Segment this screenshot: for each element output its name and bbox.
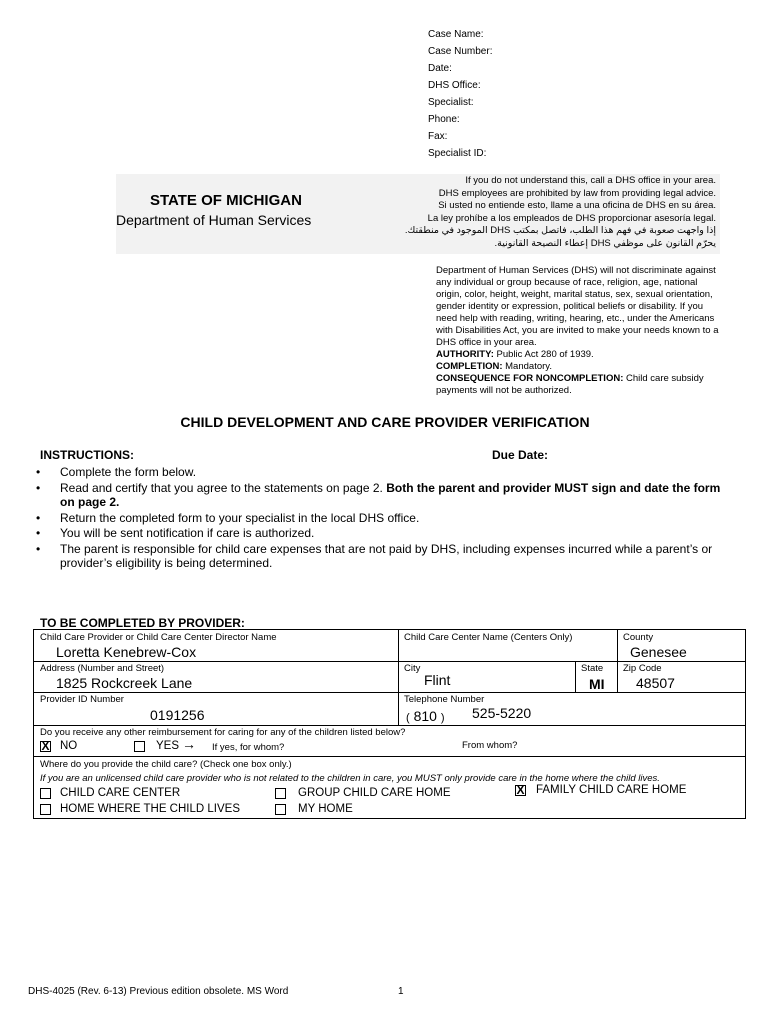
date-label: Date: (428, 63, 452, 74)
col-divider (617, 630, 618, 661)
family-check-mark: X (516, 783, 525, 797)
language-notice (360, 175, 716, 250)
instruction-item: • Complete the form below. (36, 465, 736, 480)
instructions-list (36, 465, 736, 572)
consequence-label: CONSEQUENCE FOR NONCOMPLETION: (436, 373, 624, 384)
child-care-center-checkbox[interactable] (40, 788, 51, 799)
nondiscrimination-text: Department of Human Services (DHS) will not discriminate against any individual or group because of race, religion, age, national origin, color, height, weight, marital status, sex, sexual orientation, gender identity or expression, political beliefs or disability. If you need help with reading, writing, hearing, etc., under the Americans with Disabilities Act, you are invited to make your needs known to a DHS office in your area. (436, 265, 719, 348)
my-home-checkbox[interactable] (275, 804, 286, 815)
specialist-id-label: Specialist ID: (428, 148, 487, 159)
city-label: City (404, 663, 421, 674)
consequence-line (436, 373, 722, 397)
provider-id-label: Provider ID Number (40, 694, 124, 705)
authority-label: AUTHORITY: (436, 349, 494, 360)
instructions-heading: INSTRUCTIONS: (40, 448, 134, 462)
instruction-item2-bold: Both the parent and provider MUST sign and date the form on page 2. (60, 480, 721, 509)
provider-id-field[interactable]: 0191256 (150, 707, 205, 723)
instruction-item: • Return the completed form to your specialist in the local DHS office. (36, 511, 736, 526)
language-notice-ar1: إذا واجهت صعوبة في فهم هذا الطلب، فاتصل بمكتب DHS الموجود في منطقتك. (404, 225, 716, 236)
unlicensed-note: If you are an unlicensed child care provider who is not related to the children in care, you MUST only provide care in the home where the child lives. (40, 773, 660, 784)
provider-name-label: Child Care Provider or Child Care Center Director Name (40, 632, 277, 643)
from-whom-label: From whom? (462, 740, 518, 751)
address-field[interactable]: 1825 Rockcreek Lane (56, 675, 193, 691)
phone-label: Phone: (428, 114, 460, 125)
group-home-label: GROUP CHILD CARE HOME (298, 787, 451, 799)
dhs-office-label: DHS Office: (428, 80, 481, 91)
no-checkbox[interactable] (40, 741, 51, 752)
form-footer: DHS-4025 (Rev. 6-13) Previous edition obsolete. MS Word (28, 986, 289, 997)
provider-form-box (33, 629, 746, 819)
authority-text: Public Act 280 of 1939. (496, 349, 594, 360)
language-notice-ar2: يحرّم القانون على موظفي DHS إعطاء النصيحة القانونية. (494, 237, 716, 249)
child-care-center-label: CHILD CARE CENTER (60, 787, 181, 799)
fax-label: Fax: (428, 131, 448, 142)
yes-checkbox[interactable] (134, 741, 145, 752)
child-home-label: HOME WHERE THE CHILD LIVES (60, 803, 240, 815)
col-divider (617, 661, 618, 692)
case-number-label: Case Number: (428, 46, 493, 57)
state-label: State (581, 663, 604, 674)
group-home-checkbox[interactable] (275, 788, 286, 799)
authority-line (436, 349, 722, 361)
row-divider (34, 661, 745, 662)
case-info-block (428, 26, 492, 162)
state-field[interactable]: MI (589, 676, 605, 692)
county-label: County (623, 632, 654, 643)
page-number: 1 (398, 986, 404, 997)
provider-section-heading: TO BE COMPLETED BY PROVIDER: (40, 616, 245, 630)
instruction-item2-text: Read and certify that you agree to the statements on page 2. (60, 480, 383, 495)
my-home-label: MY HOME (298, 803, 353, 815)
case-name-label: Case Name: (428, 29, 484, 40)
due-date-label: Due Date: (492, 448, 549, 462)
no-check-mark: X (41, 739, 50, 753)
row-divider (34, 756, 745, 757)
instruction-item: • You will be sent notification if care is authorized. (36, 526, 736, 541)
department-title: Department of Human Services (116, 212, 312, 228)
provider-name-field[interactable]: Loretta Kenebrew-Cox (56, 644, 197, 660)
zip-field[interactable]: 48507 (636, 675, 675, 691)
family-home-checkbox[interactable] (515, 785, 526, 796)
zip-label: Zip Code (623, 663, 662, 674)
where-question: Where do you provide the child care? (Check one box only.) (40, 759, 292, 770)
language-notice-en1: If you do not understand this, call a DHS office in your area. (465, 175, 716, 186)
col-divider (398, 630, 399, 725)
city-field[interactable]: Flint (424, 672, 451, 688)
child-home-checkbox[interactable] (40, 804, 51, 815)
row-divider (34, 725, 745, 726)
state-title: STATE OF MICHIGAN (150, 192, 302, 209)
arrow-right-icon: → (182, 736, 196, 752)
county-field[interactable]: Genesee (630, 644, 687, 660)
completion-line (436, 361, 722, 373)
col-divider (575, 661, 576, 692)
telephone-area-field[interactable] (406, 708, 444, 726)
row-divider (34, 692, 745, 693)
language-notice-en2: DHS employees are prohibited by law from providing legal advice. (438, 187, 716, 199)
family-home-label: FAMILY CHILD CARE HOME (536, 784, 687, 796)
paren-close: ) (440, 712, 445, 724)
nondiscrimination-notice (436, 265, 722, 397)
center-name-label: Child Care Center Name (Centers Only) (404, 632, 573, 643)
consequence-text: Child care subsidy payments will not be authorized. (436, 373, 704, 396)
telephone-number-field[interactable]: 525-5220 (472, 705, 532, 721)
no-label: NO (60, 740, 78, 752)
completion-text: Mandatory. (505, 361, 552, 372)
language-notice-es1: Si usted no entiende esto, llame a una oficina de DHS en su área. (438, 200, 716, 211)
area-code: 810 (413, 708, 437, 724)
completion-label: COMPLETION: (436, 361, 503, 372)
address-label: Address (Number and Street) (40, 663, 165, 674)
if-yes-label: If yes, for whom? (212, 742, 285, 753)
form-title: CHILD DEVELOPMENT AND CARE PROVIDER VERIFICATION (180, 414, 590, 430)
instruction-item: • The parent is responsible for child care expenses that are not paid by DHS, including expenses incurred while a parent’s or provider’s eligibility is being determined. (36, 542, 736, 571)
instruction-item (36, 481, 736, 510)
specialist-label: Specialist: (428, 97, 474, 108)
reimbursement-question: Do you receive any other reimbursement for caring for any of the children listed below? (40, 727, 406, 738)
yes-label: YES (156, 740, 180, 752)
telephone-label: Telephone Number (404, 694, 485, 705)
paren-open: ( (406, 712, 410, 724)
language-notice-es2: La ley prohíbe a los empleados de DHS proporcionar asesoría legal. (427, 212, 716, 224)
